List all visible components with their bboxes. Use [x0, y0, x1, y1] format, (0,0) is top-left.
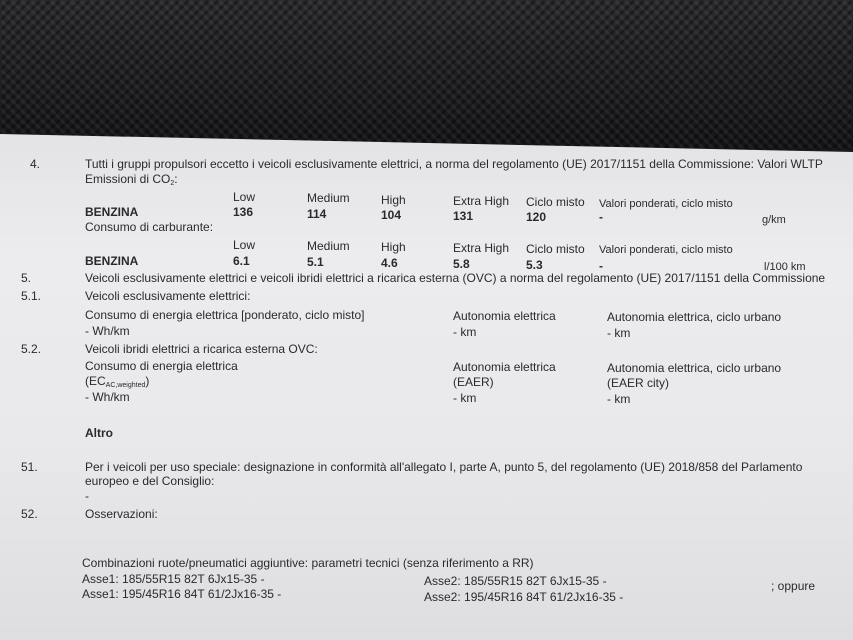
ovc-energy-consumption-label: Consumo di energia elettrica	[85, 359, 238, 373]
ovc-city-range-value: - km	[607, 392, 631, 406]
fuel-header-ponderati: Valori ponderati, ciclo misto	[599, 244, 733, 256]
co2-header-high: High	[381, 193, 406, 207]
section-5-1-title: Veicoli esclusivamente elettrici:	[85, 289, 251, 303]
section-51-value: -	[85, 489, 89, 503]
section-5-number: 5.	[21, 271, 32, 285]
section-51-text-line2: europeo e del Consiglio:	[85, 474, 215, 488]
co2-header-low: Low	[233, 190, 256, 204]
ovc-range-label: Autonomia elettrica	[453, 360, 556, 374]
bev-energy-consumption-value: - Wh/km	[85, 324, 130, 338]
co2-emissions-label: Emissioni di $CO_2$:	[85, 172, 178, 187]
fuel-value-ponderati: -	[599, 259, 603, 273]
ovc-range-value: - km	[453, 391, 477, 405]
axle1-combination-1: Asse1: 185/55R15 82T 6Jx15-35 -	[82, 572, 265, 586]
fuel-header-medium: Medium	[307, 239, 350, 253]
section-5-text: Veicoli esclusivamente elettrici e veicoli ibridi elettrici a ricarica esterna (OVC) a norma del regolamento (UE) 2017/1151 della Commissione	[85, 271, 826, 285]
section-51-number: 51.	[21, 460, 38, 474]
fuel-header-low: Low	[233, 238, 256, 252]
fuel-header-ciclo-misto: Ciclo misto	[526, 242, 585, 256]
axle1-combination-2: Asse1: 195/45R16 84T 61/2Jx16-35 -	[82, 587, 282, 601]
co2-header-extra-high: Extra High	[453, 194, 510, 208]
section-5-2-number: 5.2.	[21, 342, 42, 356]
altro-heading: Altro	[85, 426, 113, 440]
bev-city-range-label: Autonomia elettrica, ciclo urbano	[607, 310, 782, 324]
fuel-value-low: 6.1	[233, 254, 250, 268]
section-5-1-number: 5.1.	[21, 289, 42, 303]
section-52-number: 52.	[21, 507, 38, 521]
co2-value-extra-high: 131	[453, 209, 474, 223]
fuel-header-high: High	[381, 240, 406, 254]
co2-value-ponderati: -	[599, 210, 603, 224]
co2-value-medium: 114	[307, 207, 327, 221]
co2-value-high: 104	[381, 208, 402, 222]
co2-fuel-label: BENZINA	[85, 205, 139, 219]
co2-unit: g/km	[762, 214, 786, 226]
section-52-title: Osservazioni:	[85, 507, 158, 521]
bev-range-value: - km	[453, 325, 477, 339]
ovc-city-range-label: Autonomia elettrica, ciclo urbano	[607, 361, 782, 375]
section-5-2-title: Veicoli ibridi elettrici a ricarica esterna OVC:	[85, 342, 318, 356]
bev-energy-consumption-label: Consumo di energia elettrica [ponderato, ciclo misto]	[85, 308, 365, 322]
fuel-header-extra-high: Extra High	[453, 241, 510, 255]
fuel-value-extra-high: 5.8	[453, 257, 470, 271]
fuel-type-label: BENZINA	[85, 254, 139, 268]
axle2-combination-2: Asse2: 195/45R16 84T 61/2Jx16-35 -	[424, 590, 624, 604]
co2-value-ciclo-misto: 120	[526, 210, 547, 224]
fuel-value-high: 4.6	[381, 256, 398, 270]
ovc-city-range-symbol: (EAER city)	[607, 376, 670, 390]
fuel-consumption-label: Consumo di carburante:	[85, 220, 214, 234]
fabric-background	[0, 0, 853, 150]
co2-header-ciclo-misto: Ciclo misto	[526, 195, 585, 209]
ovc-energy-consumption-symbol: $(EC_{AC,weighted})$	[85, 374, 150, 389]
section-4-text: Tutti i gruppi propulsori eccetto i veicoli esclusivamente elettrici, a norma del regolamento (UE) 2017/1151 della Commissione: Valori WLTP	[85, 157, 823, 171]
co2-value-low: 136	[233, 205, 254, 219]
axle2-combination-1: Asse2: 185/55R15 82T 6Jx15-35 -	[424, 574, 607, 588]
fuel-unit: l/100 km	[764, 261, 806, 273]
section-4-number: 4.	[30, 157, 41, 171]
ovc-energy-consumption-value: - Wh/km	[85, 390, 130, 404]
oppure-note: ; oppure	[771, 579, 816, 593]
ovc-range-symbol: (EAER)	[453, 375, 494, 389]
wheel-combinations-title: Combinazioni ruote/pneumatici aggiuntive: parametri tecnici (senza riferimento a RR)	[82, 556, 534, 570]
bev-city-range-value: - km	[607, 326, 631, 340]
section-51-text-line1: Per i veicoli per uso speciale: designazione in conformità all'allegato I, parte A, punto 5, del regolamento (UE) 2018/858 del Parlamento	[85, 460, 803, 474]
bev-range-label: Autonomia elettrica	[453, 309, 556, 323]
fuel-value-medium: 5.1	[307, 255, 324, 269]
fuel-value-ciclo-misto: 5.3	[526, 258, 543, 272]
co2-header-ponderati: Valori ponderati, ciclo misto	[599, 198, 733, 210]
co2-header-medium: Medium	[307, 191, 350, 205]
